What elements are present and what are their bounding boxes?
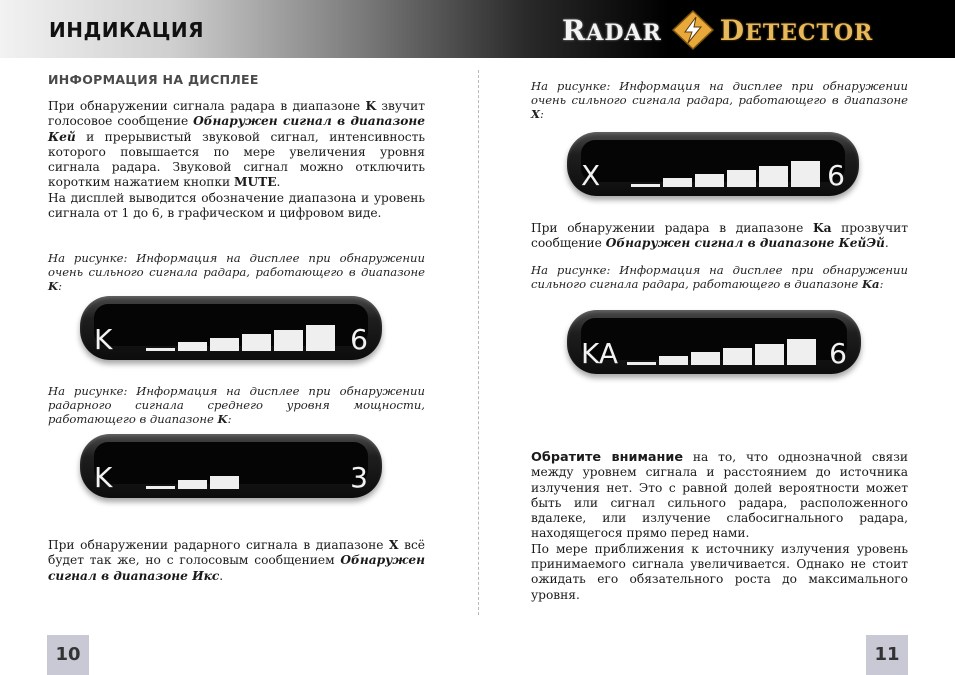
signal-bar	[759, 166, 788, 187]
paragraph: На дисплей выводится обозначение диапазона и уровень сигнала от 1 до 6, в графическом и цифровом виде.	[48, 190, 425, 221]
signal-bars	[146, 476, 239, 489]
signal-bar	[210, 476, 239, 489]
signal-bar	[146, 486, 175, 489]
radar-display	[80, 434, 382, 498]
signal-bars	[627, 339, 816, 365]
page-number-left: 10	[47, 635, 89, 675]
signal-bar	[695, 174, 724, 187]
figure-caption: На рисунке: Информация на дисплее при обнаружении очень сильного сигнала радара, работающего в диапазоне K:	[48, 251, 425, 293]
radar-display	[567, 310, 861, 374]
signal-bar	[791, 161, 820, 187]
display-band: X	[581, 159, 601, 192]
signal-bar	[691, 352, 720, 365]
figure-caption: На рисунке: Информация на дисплее при обнаружении очень сильного сигнала радара, работающего в диапазоне X:	[531, 79, 908, 121]
signal-bar	[755, 344, 784, 365]
signal-bar	[659, 356, 688, 365]
signal-bar	[178, 342, 207, 351]
page-title: ИНДИКАЦИЯ	[49, 18, 205, 42]
signal-bar	[242, 334, 271, 351]
signal-bar	[274, 330, 303, 351]
signal-bar	[627, 362, 656, 365]
signal-bars	[631, 161, 820, 187]
display-band: K	[94, 461, 113, 494]
signal-bars	[146, 325, 335, 351]
brand-logo-block	[562, 10, 873, 50]
right-note-text	[531, 450, 908, 603]
signal-bar	[787, 339, 816, 365]
signal-bar	[727, 170, 756, 187]
paragraph: При обнаружении радара в диапазоне Ka прозвучит сообщение Обнаружен сигнал в диапазоне КейЭй.	[531, 221, 908, 251]
display-level: 6	[350, 323, 368, 356]
display-level: 6	[827, 159, 845, 192]
left-intro-text	[48, 99, 425, 221]
signal-bar	[306, 325, 335, 351]
page-number-right: 11	[866, 635, 908, 675]
brand-word-radar: RADAR	[562, 13, 662, 47]
paragraph: Обратите внимание на то, что однозначной связи между уровнем сигнала и расстоянием до источника излучения нет. Это с равной долей вероятности может быть или сигнал сильного радара, расположенного вдалеке, или излучение слабосигнального радара, находящегося прямо перед нами.	[531, 450, 908, 541]
left-closing-text	[48, 538, 425, 584]
right-ka-text	[531, 221, 908, 252]
display-band: K	[94, 323, 113, 356]
radar-display	[80, 296, 382, 360]
radar-display	[567, 132, 859, 196]
paragraph: При обнаружении радарного сигнала в диапазоне X всё будет так же, но с голосовым сообщением Обнаружен сигнал в диапазоне Икс.	[48, 538, 425, 583]
section-title: ИНФОРМАЦИЯ НА ДИСПЛЕЕ	[48, 72, 259, 87]
display-level: 6	[829, 337, 847, 370]
signal-bar	[210, 338, 239, 351]
figure-caption: На рисунке: Информация на дисплее при обнаружении радарного сигнала среднего уровня мощности, работающего в диапазоне K:	[48, 384, 425, 426]
signal-bar	[663, 178, 692, 187]
display-level: 3	[350, 461, 368, 494]
lightning-diamond-icon	[672, 10, 714, 50]
signal-bar	[723, 348, 752, 365]
signal-bar	[178, 480, 207, 489]
figure-caption: На рисунке: Информация на дисплее при обнаружении сильного сигнала радара, работающего в диапазоне Ka:	[531, 263, 908, 291]
paragraph: При обнаружении сигнала радара в диапазоне K звучит голосовое сообщение Обнаружен сигнал в диапазоне Кей и прерывистый звуковой сигнал, интенсивность которого повышается по мере увеличения уровня сигнала радара. Звуковой сигнал можно отключить коротким нажатием кнопки MUTE.	[48, 99, 425, 190]
signal-bar	[631, 184, 660, 187]
display-band: KA	[581, 337, 619, 370]
signal-bar	[146, 348, 175, 351]
page-divider	[478, 70, 479, 615]
brand-word-detector: DETECTOR	[719, 13, 874, 47]
paragraph: По мере приближения к источнику излучения уровень принимаемого сигнала увеличивается. Однако не стоит ожидать его обязательного роста до максимального уровня.	[531, 541, 908, 602]
